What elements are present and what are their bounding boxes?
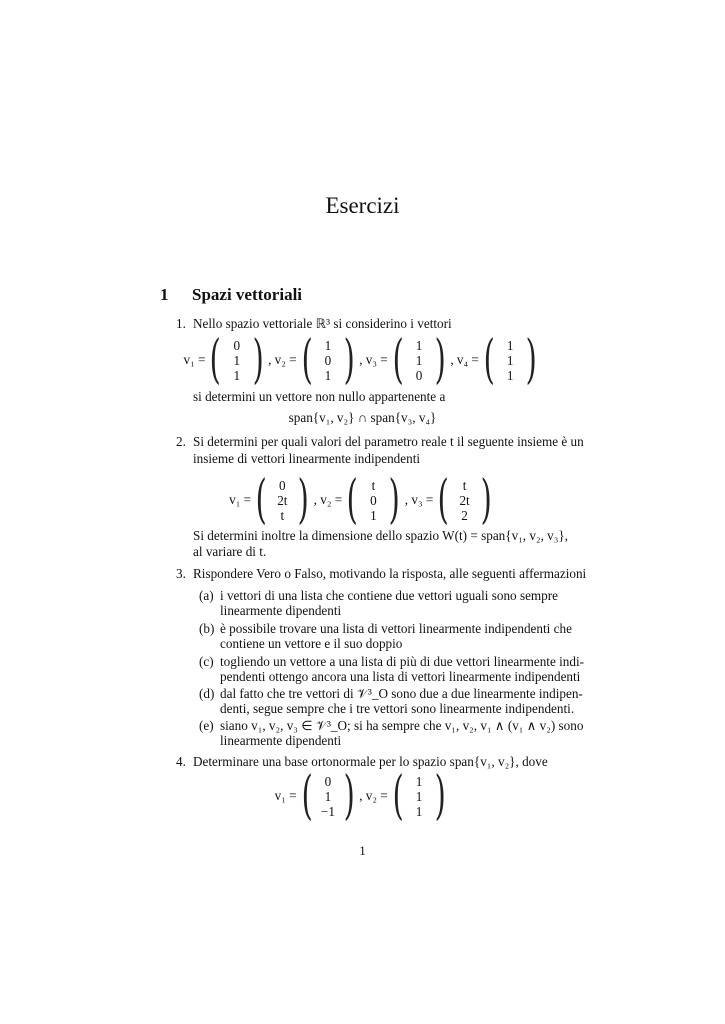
vector-label: v₁ = xyxy=(274,788,297,803)
item-b-line2: contiene un vettore e il suo doppio xyxy=(220,636,403,651)
item-a-label: (a) xyxy=(199,588,214,603)
vector-v1: v₁ = ( 0 1 1 ) xyxy=(183,330,264,390)
section-heading xyxy=(160,285,302,305)
item-b-line1: è possibile trovare una lista di vettori linearmente indipendenti che xyxy=(220,621,572,636)
exercise-2-line4: al variare di t. xyxy=(193,544,267,559)
item-a-line1: i vettori di una lista che contiene due vettori uguali sono sempre xyxy=(220,588,559,603)
exercise-2-number: 2. xyxy=(176,434,186,449)
vector-v2: , v₂ = ( t 0 1 ) xyxy=(313,470,401,530)
page-number: 1 xyxy=(359,843,366,858)
vector-label: , v₂ = xyxy=(268,352,297,367)
exercise-1-number: 1. xyxy=(176,316,186,331)
item-c-line1: togliendo un vettore a una lista di più di due vettori linearmente indi- xyxy=(220,654,585,669)
vector-v4: , v₄ = ( 1 1 1 ) xyxy=(450,330,537,390)
exercise-1-vectors xyxy=(0,330,725,390)
vector-v2: , v₂ = ( 1 1 1 ) xyxy=(359,766,446,826)
vector-v3: , v₃ = ( t 2t 2 ) xyxy=(404,470,492,530)
vector-label: v₁ = xyxy=(229,492,252,507)
item-d-line1: dal fatto che tre vettori di 𝒱³_O sono due a due linearmente indipen- xyxy=(220,686,583,701)
item-c-line2: pendenti ottengo ancora una lista di vettori linearmente indipendenti xyxy=(220,669,581,684)
item-c-label: (c) xyxy=(199,654,214,669)
vector-label: , v₄ = xyxy=(450,352,479,367)
exercise-3-number: 3. xyxy=(176,566,186,581)
vector-v1: v₁ = ( 0 2t t ) xyxy=(229,470,310,530)
item-d-line2: denti, segue sempre che i tre vettori sono linearmente indipendenti. xyxy=(220,701,575,716)
document-title: Esercizi xyxy=(325,193,400,218)
item-e-label: (e) xyxy=(199,718,214,733)
item-d-label: (d) xyxy=(199,686,215,701)
exercise-1-intro: Nello spazio vettoriale ℝ³ si considerino i vettori xyxy=(193,316,452,331)
exercise-2-line2: insieme di vettori linearmente indipendenti xyxy=(193,451,421,466)
exercise-3-intro: Rispondere Vero o Falso, motivando la risposta, alle seguenti affermazioni xyxy=(193,566,587,581)
item-b-label: (b) xyxy=(199,621,215,636)
exercise-1-formula: span{v₁, v₂} ∩ span{v₃, v₄} xyxy=(288,410,437,425)
vector-label: , v₃ = xyxy=(404,492,434,507)
vector-label: , v₃ = xyxy=(359,352,388,367)
exercise-2-line3: Si determini inoltre la dimensione dello spazio W(t) = span{v₁, v₂, v₃}, xyxy=(193,528,568,543)
vector-label: , v₂ = xyxy=(313,492,343,507)
vector-label: , v₂ = xyxy=(359,788,388,803)
item-e-line2: linearmente dipendenti xyxy=(220,733,342,748)
exercise-4-number: 4. xyxy=(176,754,186,769)
exercise-2-line1: Si determini per quali valori del parametro reale t il seguente insieme è un xyxy=(193,434,584,449)
exercise-4-intro: Determinare una base ortonormale per lo spazio span{v₁, v₂}, dove xyxy=(193,754,548,769)
item-e-line1: siano v₁, v₂, v₃ ∈ 𝒱³_O; si ha sempre che v₁, v₂, v₁ ∧ (v₁ ∧ v₂) sono xyxy=(220,718,584,733)
exercise-2-vectors xyxy=(0,470,725,530)
item-a-line2: linearmente dipendenti xyxy=(220,603,342,618)
vector-v3: , v₃ = ( 1 1 0 ) xyxy=(359,330,446,390)
vector-v1: v₁ = ( 0 1 −1 ) xyxy=(274,766,355,826)
vector-label: v₁ = xyxy=(183,352,206,367)
section-title: Spazi vettoriali xyxy=(192,285,303,304)
vector-v2: , v₂ = ( 1 0 1 ) xyxy=(268,330,355,390)
exercise-4-vectors xyxy=(0,766,725,826)
section-number: 1 xyxy=(160,285,169,304)
exercise-1-text: si determini un vettore non nullo appartenente a xyxy=(193,389,446,404)
